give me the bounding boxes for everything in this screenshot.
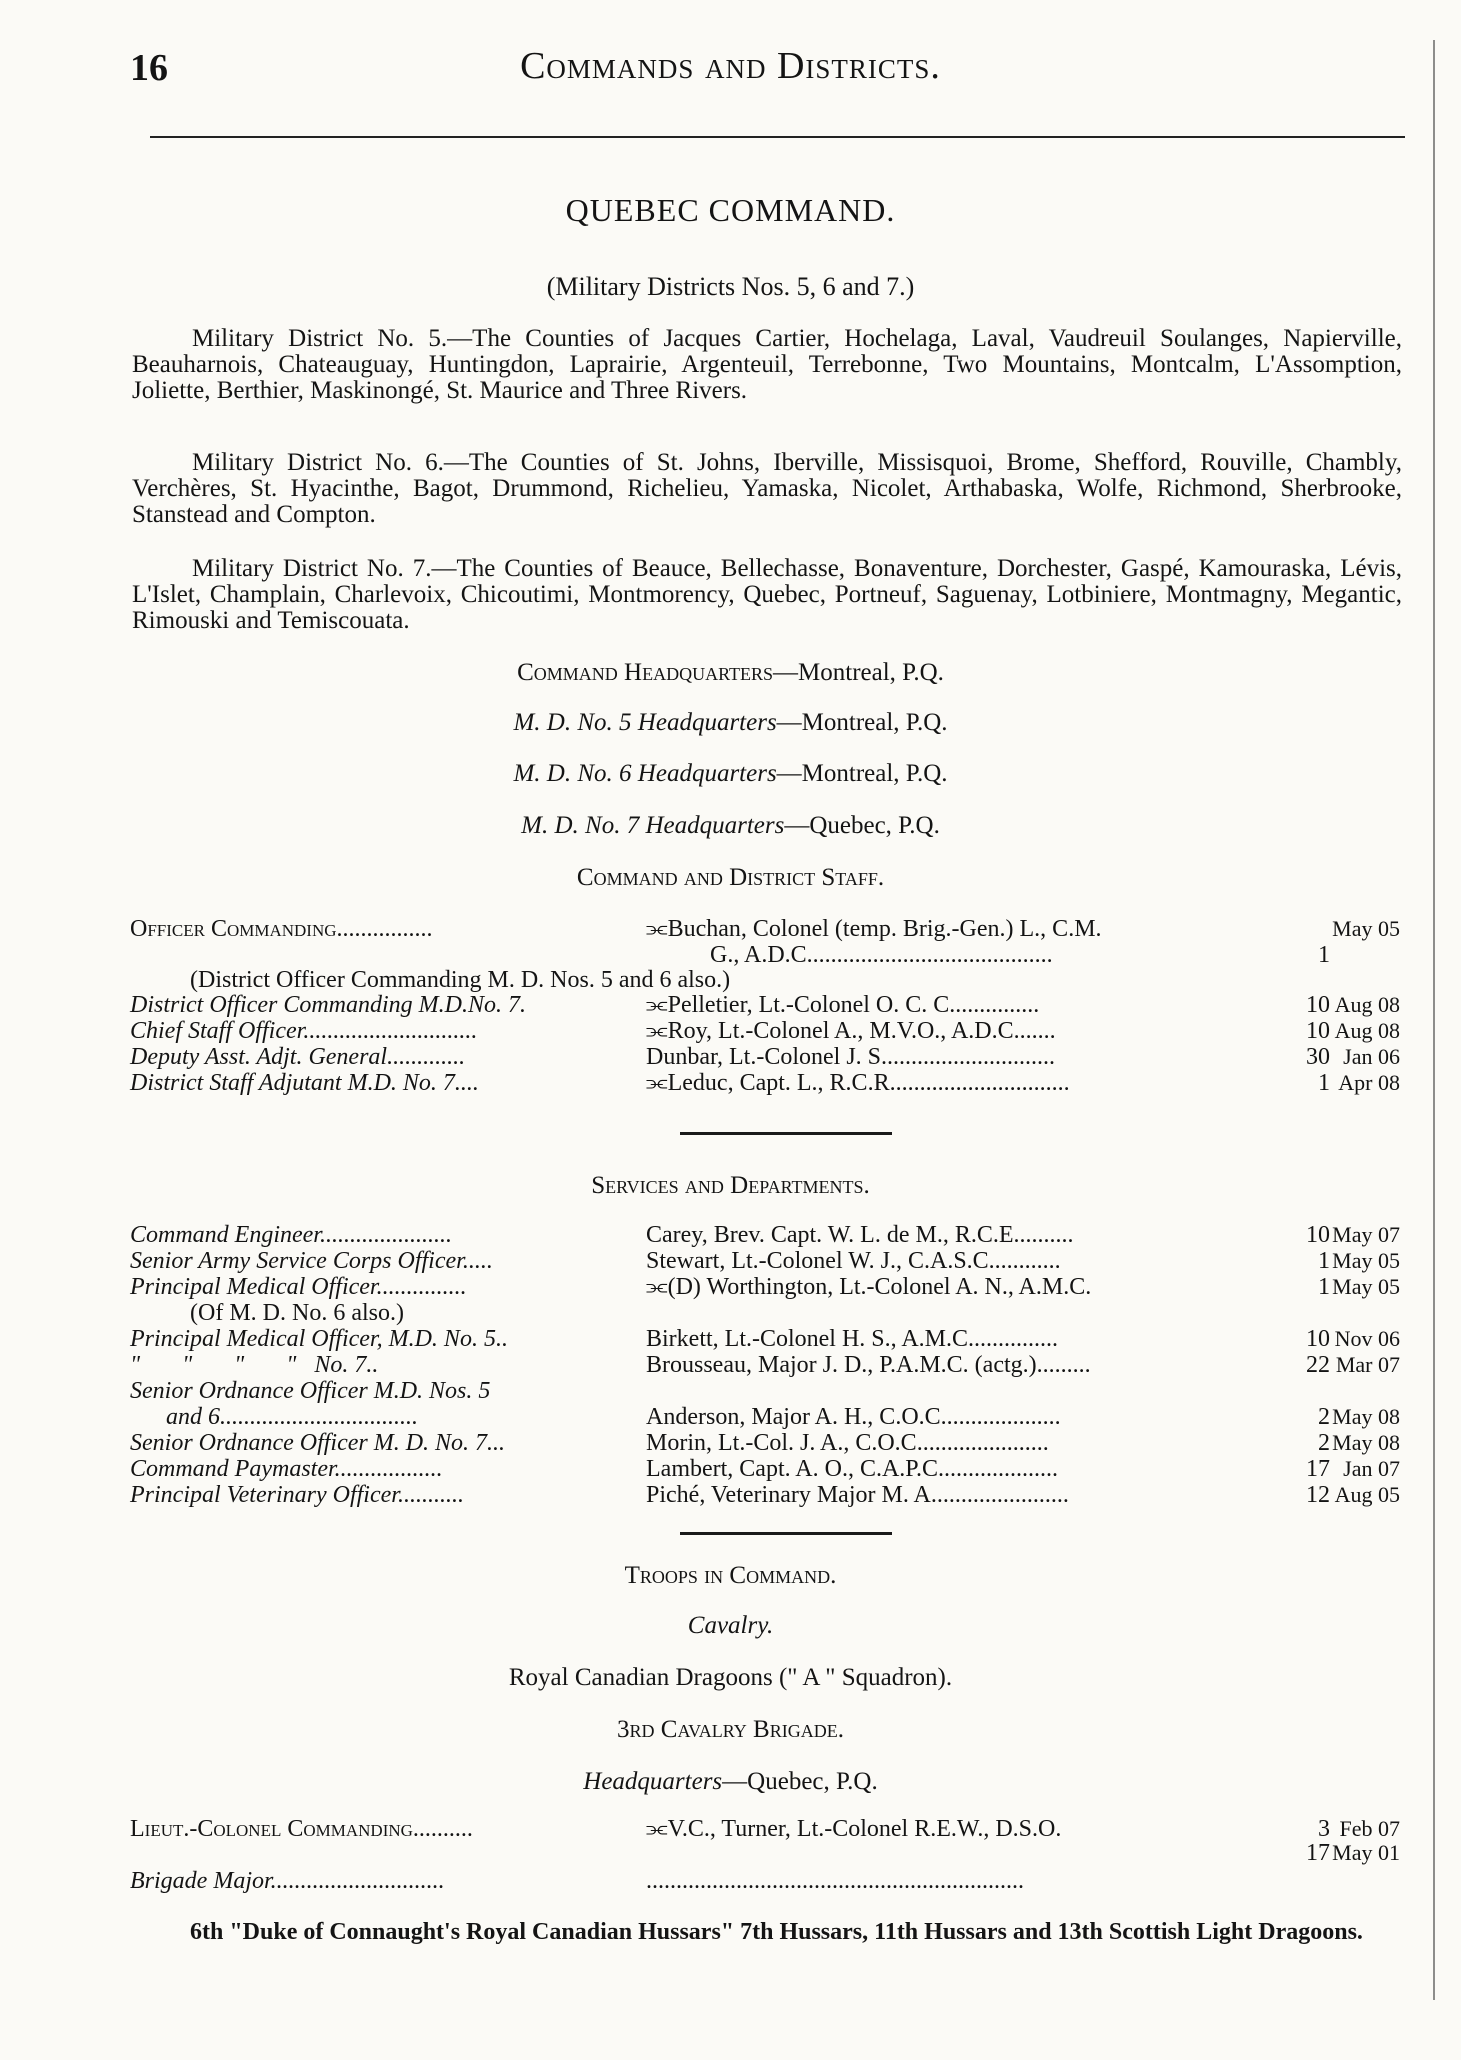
header-rule	[150, 136, 1405, 138]
service-title: Command Paymaster..................	[130, 1456, 443, 1482]
command-subtitle: (Military Districts Nos. 5, 6 and 7.)	[546, 272, 915, 301]
service-title: Principal Medical Officer...............	[130, 1274, 467, 1300]
service-name: Stewart, Lt.-Colonel W. J., C.A.S.C............	[646, 1248, 1061, 1274]
service-row	[130, 1274, 1400, 1302]
staff-name-cont: G., A.D.C.........................................	[710, 942, 1053, 968]
staff-day: 10	[1306, 1018, 1330, 1044]
staff-row	[130, 992, 1400, 1020]
brigade-staff-row	[130, 1840, 1400, 1868]
officer-commanding-row-cont	[130, 942, 1400, 970]
brigade-staff-title: Lieut.-Colonel Commanding..........	[130, 1816, 473, 1842]
service-day: 2	[1318, 1404, 1330, 1430]
brigade-staff-day: 17	[1306, 1840, 1330, 1866]
staff-month: Jan 06	[1343, 1044, 1400, 1069]
section-divider	[680, 1132, 892, 1135]
staff-day: 30	[1306, 1044, 1330, 1070]
staff-name: ⫘Leduc, Capt. L., R.C.R..............................	[646, 1070, 1070, 1096]
hq-label: M. D. No. 6 Headquarters	[513, 760, 777, 787]
service-month: Mar 07	[1335, 1352, 1400, 1377]
service-month: May 05	[1332, 1248, 1400, 1273]
command-headquarters	[0, 659, 1461, 687]
brigade-heading: 3rd Cavalry Brigade.	[617, 1716, 844, 1743]
service-row	[130, 1482, 1400, 1510]
service-title: Senior Army Service Corps Officer.....	[130, 1248, 493, 1274]
brigade-staff-day: 3	[1318, 1816, 1330, 1842]
running-title: Commands and Districts.	[520, 45, 941, 87]
service-row	[130, 1222, 1400, 1250]
service-row	[130, 1300, 1400, 1328]
staff-title: District Staff Adjutant M.D. No. 7....	[130, 1070, 479, 1096]
hq-label: Command Headquarters	[517, 659, 774, 686]
service-title: " " " " No. 7..	[130, 1352, 379, 1378]
brigade-staff-name: ...............................................................	[646, 1868, 1024, 1894]
service-title: (Of M. D. No. 6 also.)	[190, 1300, 404, 1326]
service-row	[130, 1378, 1400, 1406]
services-heading: Services and Departments.	[591, 1172, 870, 1199]
staff-name: ⫘Buchan, Colonel (temp. Brig.-Gen.) L., C.M.	[646, 916, 1102, 942]
staff-heading: Command and District Staff.	[576, 864, 885, 891]
staff-day: 1	[1318, 942, 1330, 968]
hq-label: Headquarters	[583, 1768, 723, 1795]
squadron-line: Royal Canadian Dragoons (" A " Squadron).	[508, 1664, 953, 1691]
service-name: Piché, Veterinary Major M. A.......................	[646, 1482, 1069, 1508]
staff-title: Deputy Asst. Adjt. General.............	[130, 1044, 466, 1070]
md6-headquarters	[0, 760, 1461, 788]
page-edge-line	[1433, 40, 1435, 2000]
service-name: ⫘(D) Worthington, Lt.-Colonel A. N., A.M.C.	[646, 1274, 1092, 1300]
staff-name: ⫘Roy, Lt.-Colonel A., M.V.O., A.D.C.......	[646, 1018, 1056, 1044]
service-title: Principal Veterinary Officer...........	[130, 1482, 464, 1508]
brigade-units: 6th "Duke of Connaught's Royal Canadian Hussars" 7th Hussars, 11th Hussars and 13th Scottish Light Dragoons.	[190, 1919, 1363, 1945]
hq-place: —Montreal, P.Q.	[776, 709, 948, 736]
brigade-staff-name: ⫘V.C., Turner, Lt.-Colonel R.E.W., D.S.O.	[646, 1816, 1062, 1842]
staff-month: May 05	[1332, 916, 1400, 941]
service-row	[130, 1326, 1400, 1354]
service-day: 1	[1318, 1274, 1330, 1300]
brigade-headquarters	[0, 1768, 1461, 1796]
service-row	[130, 1404, 1400, 1432]
service-month: May 08	[1332, 1404, 1400, 1429]
staff-row	[130, 1044, 1400, 1072]
service-month: May 08	[1332, 1430, 1400, 1455]
service-day: 10	[1306, 1222, 1330, 1248]
service-title: Senior Ordnance Officer M. D. No. 7...	[130, 1430, 506, 1456]
service-row	[130, 1248, 1400, 1276]
service-row	[130, 1430, 1400, 1458]
service-name: Brousseau, Major J. D., P.A.M.C. (actg.).........	[646, 1352, 1091, 1378]
service-month: May 05	[1332, 1274, 1400, 1299]
hq-place: —Montreal, P.Q.	[776, 760, 948, 787]
district-6-paragraph: Military District No. 6.—The Counties of St. Johns, Iberville, Missisquoi, Brome, Shefford, Rouville, Chambly, Verchères, St. Hyacinthe, Bagot, Drummond, Richelieu, Yamaska, Nicolet, Arthabaska, Wolfe, Richmond, Sherbrooke, Stanstead and Compton.	[132, 449, 1402, 528]
service-month: May 07	[1332, 1222, 1400, 1247]
md5-headquarters	[0, 709, 1461, 737]
brigade-staff-month: Feb 07	[1339, 1816, 1400, 1841]
district-7-paragraph: Military District No. 7.—The Counties of Beauce, Bellechasse, Bonaventure, Dorchester, Gaspé, Kamouraska, Lévis, L'Islet, Champlain, Charlevoix, Chicoutimi, Montmorency, Quebec, Portneuf, Saguenay, Lotbiniere, Montmagny, Megantic, Rimouski and Temiscouata.	[132, 555, 1402, 634]
service-title: Senior Ordnance Officer M.D. Nos. 5	[130, 1378, 491, 1404]
service-title: and 6.................................	[130, 1404, 418, 1430]
service-row	[130, 1352, 1400, 1380]
staff-title: Officer Commanding................	[130, 916, 433, 942]
hq-place: —Quebec, P.Q.	[722, 1768, 878, 1795]
staff-title: Chief Staff Officer.............................	[130, 1018, 478, 1044]
service-name: Birkett, Lt.-Colonel H. S., A.M.C...............	[646, 1326, 1059, 1352]
hq-place: —Montreal, P.Q.	[773, 659, 944, 686]
brigade-staff-row	[130, 1868, 1400, 1896]
staff-note: (District Officer Commanding M. D. Nos. 5 and 6 also.)	[190, 967, 731, 993]
service-name: Anderson, Major A. H., C.O.C....................	[646, 1404, 1061, 1430]
staff-month: Aug 08	[1334, 992, 1400, 1017]
cavalry-heading: Cavalry.	[687, 1612, 774, 1639]
staff-row	[130, 1018, 1400, 1046]
page-number: 16	[130, 47, 168, 89]
service-name: Carey, Brev. Capt. W. L. de M., R.C.E..........	[646, 1222, 1074, 1248]
staff-name: Dunbar, Lt.-Colonel J. S.............................	[646, 1044, 1056, 1070]
service-title: Principal Medical Officer, M.D. No. 5..	[130, 1326, 508, 1352]
staff-month: Apr 08	[1338, 1070, 1400, 1095]
staff-title: District Officer Commanding M.D.No. 7.	[130, 992, 526, 1018]
service-day: 17	[1306, 1456, 1330, 1482]
hq-label: M. D. No. 5 Headquarters	[513, 709, 777, 736]
service-name: Morin, Lt.-Col. J. A., C.O.C......................	[646, 1430, 1049, 1456]
service-day: 22	[1306, 1352, 1330, 1378]
staff-month: Aug 08	[1334, 1018, 1400, 1043]
md7-headquarters	[0, 812, 1461, 840]
service-month: Aug 05	[1334, 1482, 1400, 1507]
command-title: QUEBEC COMMAND.	[565, 192, 896, 228]
troops-heading: Troops in Command.	[624, 1562, 837, 1589]
officer-commanding-row	[130, 916, 1400, 944]
service-title: Command Engineer......................	[130, 1222, 452, 1248]
brigade-staff-month: May 01	[1332, 1840, 1400, 1865]
staff-day: 1	[1318, 1070, 1330, 1096]
hq-place: —Quebec, P.Q.	[784, 812, 940, 839]
staff-row	[130, 1070, 1400, 1098]
staff-day: 10	[1306, 992, 1330, 1018]
staff-name: ⫘Pelletier, Lt.-Colonel O. C. C...............	[646, 992, 1040, 1018]
section-divider	[680, 1532, 892, 1535]
service-day: 12	[1306, 1482, 1330, 1508]
service-row	[130, 1456, 1400, 1484]
district-5-paragraph: Military District No. 5.—The Counties of Jacques Cartier, Hochelaga, Laval, Vaudreuil Soulanges, Napierville, Beauharnois, Chateauguay, Huntingdon, Laprairie, Argenteuil, Terrebonne, Two Mountains, Montcalm, L'Assomption, Joliette, Berthier, Maskinongé, St. Maurice and Three Rivers.	[132, 325, 1402, 404]
service-month: Nov 06	[1334, 1326, 1400, 1351]
hq-label: M. D. No. 7 Headquarters	[521, 812, 785, 839]
service-day: 2	[1318, 1430, 1330, 1456]
brigade-staff-title: Brigade Major.............................	[130, 1868, 445, 1894]
service-name: Lambert, Capt. A. O., C.A.P.C....................	[646, 1456, 1058, 1482]
service-day: 10	[1306, 1326, 1330, 1352]
service-day: 1	[1318, 1248, 1330, 1274]
service-month: Jan 07	[1343, 1456, 1400, 1481]
